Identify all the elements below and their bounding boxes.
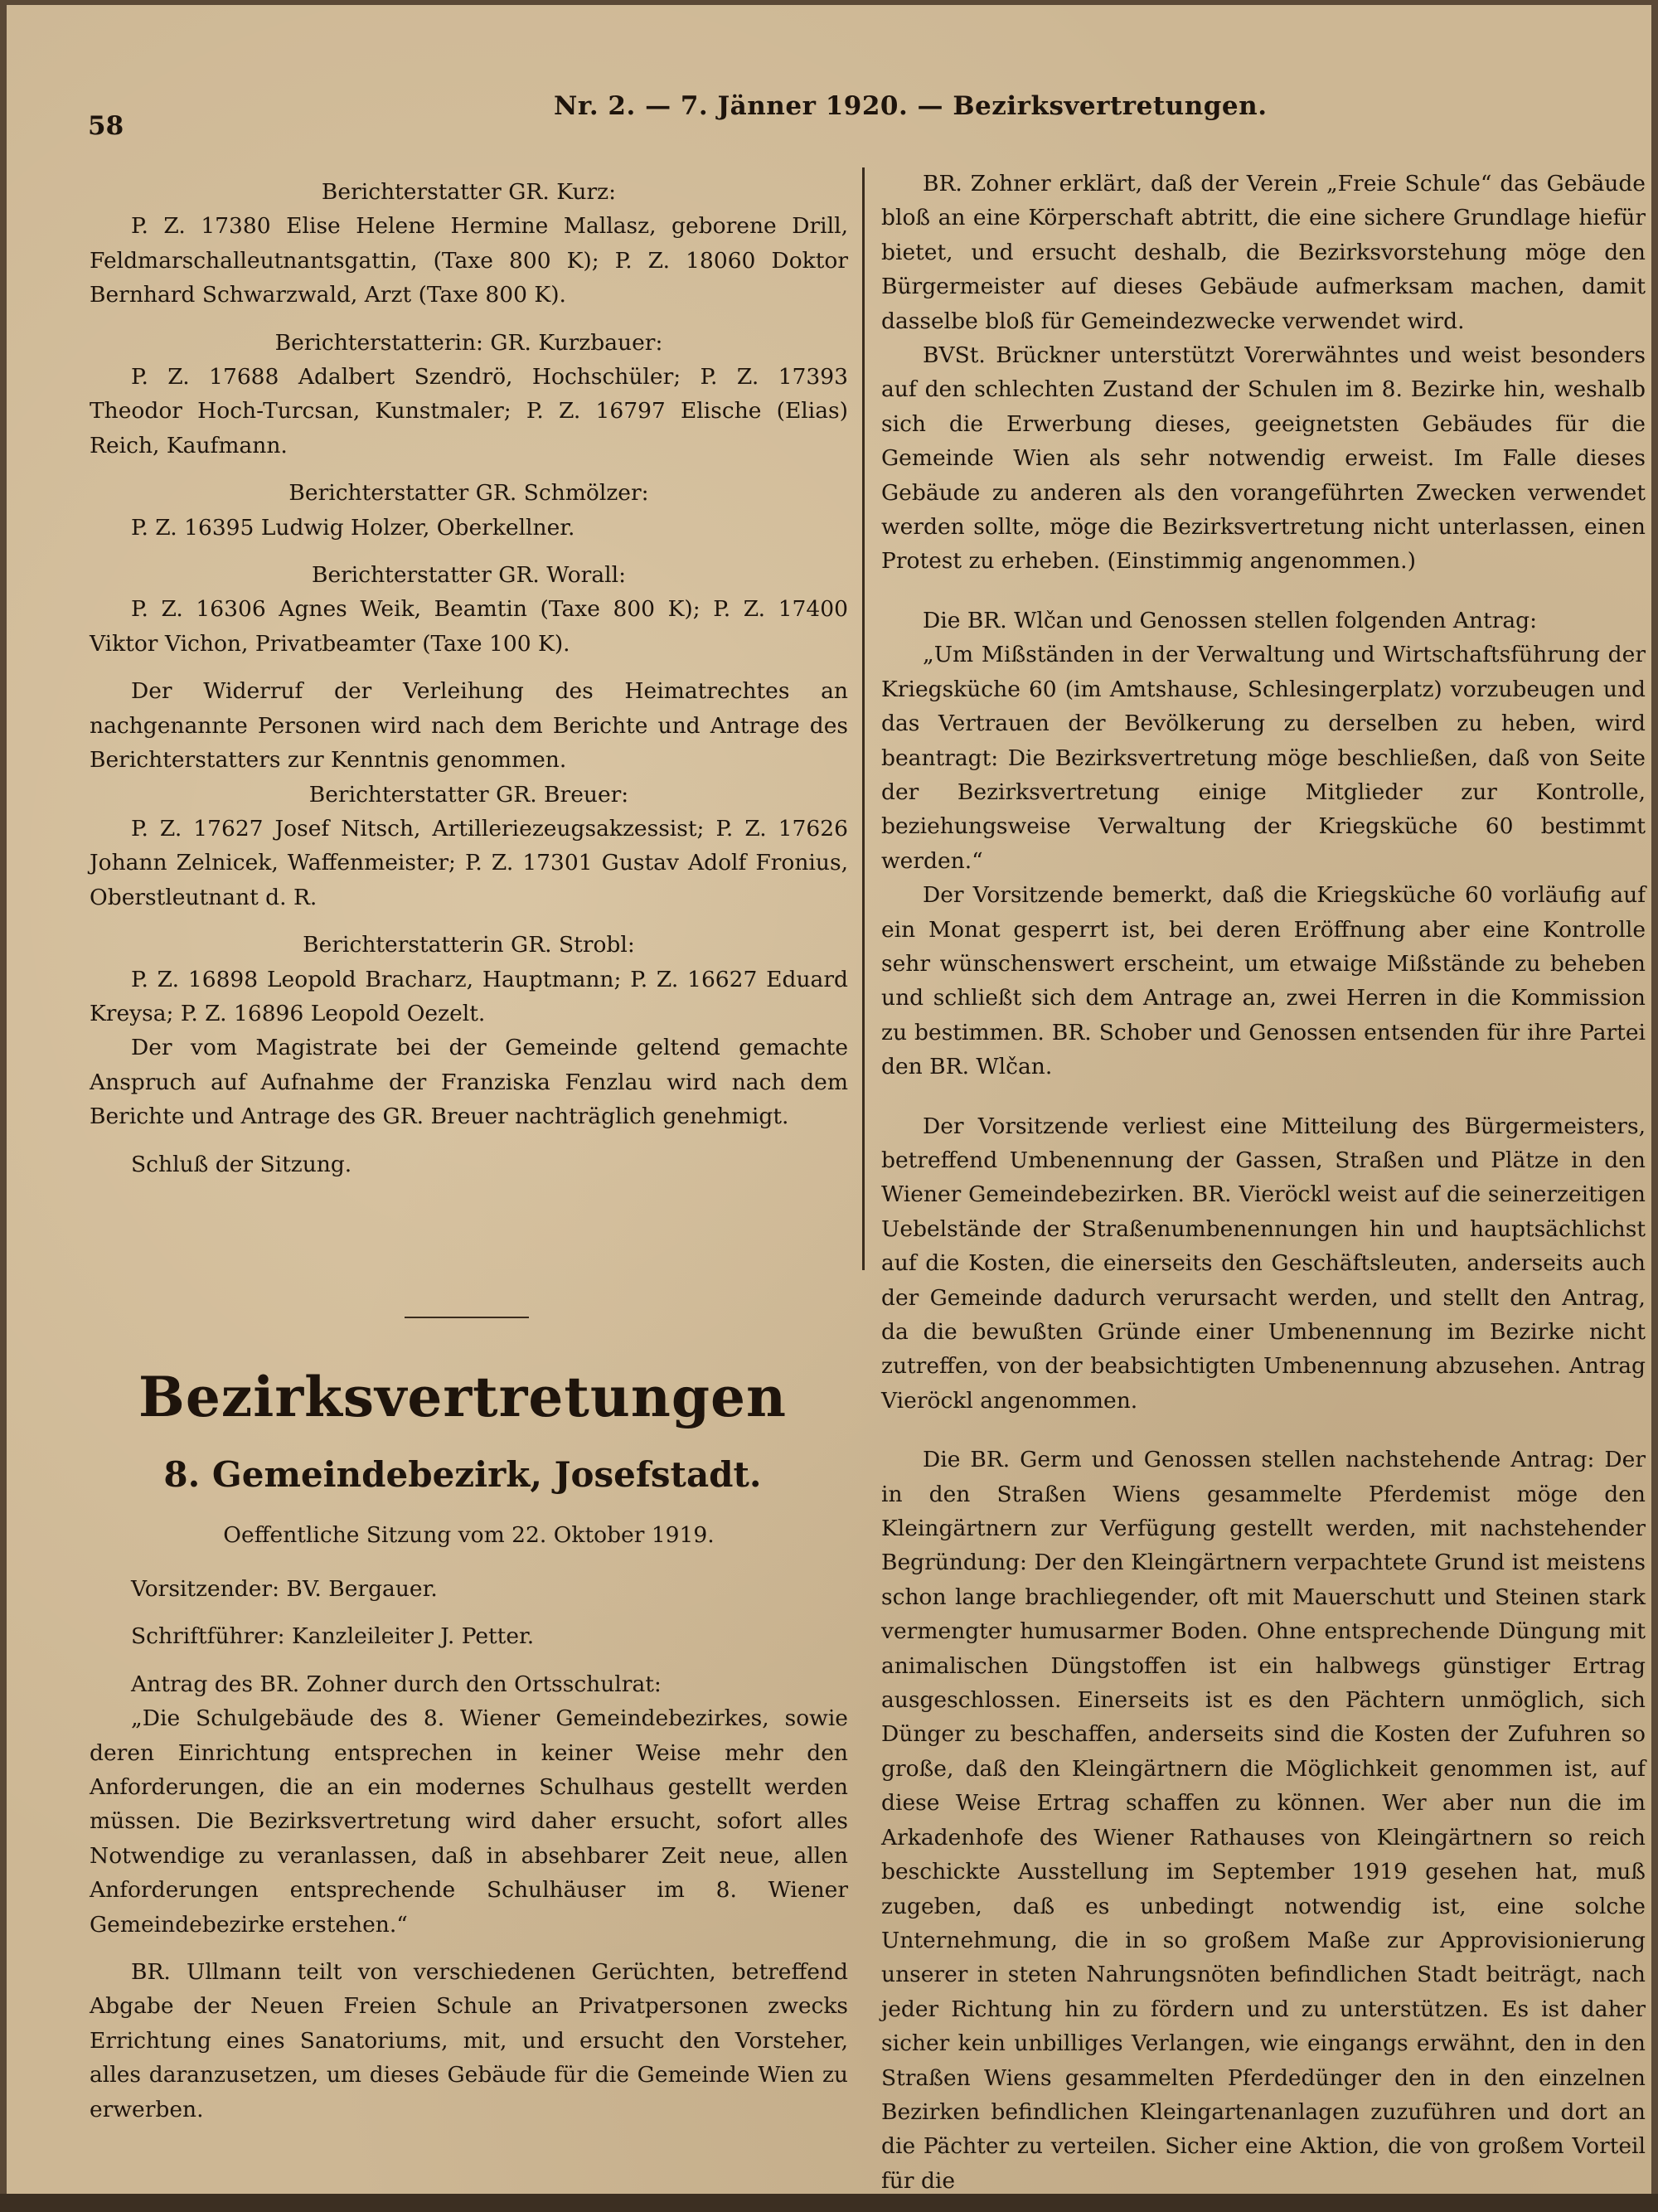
session-line: Oeffentliche Sitzung vom 22. Oktober 1919. (223, 1522, 715, 1548)
secretary-line: Schriftführer: Kanzleileiter J. Petter. (131, 1623, 535, 1650)
paragraph: P. Z. 17380 Elise Helene Hermine Mallasz, geborene Drill, Feldmarschalleutnantsgattin, (Taxe 800 K); P. Z. 18060 Doktor Bernhard Schwarzwald, Arzt (Taxe 800 K). (90, 213, 848, 308)
paragraph: P. Z. 17627 Josef Nitsch, Artilleriezeugsakzessist; P. Z. 17626 Johann Zelnicek, Waffenmeister; P. Z. 17301 Gustav Adolf Fronius, Oberstleutnant d. R. (90, 815, 848, 910)
scan-edge (0, 2194, 1658, 2212)
chair-line: Vorsitzender: BV. Bergauer. (131, 1576, 438, 1602)
paragraph: Der Vorsitzende bemerkt, daß die Kriegsküche 60 vorläufig auf ein Monat gesperrt ist, bei deren Eröffnung aber eine Kontrolle sehr wünschenswert erscheint, um etwaige Mißstände zu beheben und schließt sich dem Antrage an, zwei Herren in die Kommission zu bestimmen. BR. Schober und Genossen entsenden für ihre Partei den BR. Wlčan. (881, 882, 1646, 1080)
left-column (90, 175, 848, 1181)
paragraph: BVSt. Brückner unterstützt Vorerwähntes und weist besonders auf den schlechten Zustand der Schulen im 8. Bezirke hin, weshalb sich die Erwerbung dieses, geeignetsten Gebäudes für die Gemeinde Wien als sehr notwendig erweist. Im Falle dieses Gebäude zu anderen als den vorangeführten Zwecken verwendet werden sollte, möge die Bezirksvertretung nicht unterlassen, einen Protest zu erheben. (Einstimmig angenommen.) (881, 342, 1646, 575)
motion-quote: „Um Mißständen in der Verwaltung und Wirtschaftsführung der Kriegsküche 60 (im Amtshause, Schlesingerplatz) vorzubeugen und das Vertrauen der Bevölkerung zu derselben zu heben, wird beantragt: Die Bezirksvertretung möge beschließen, daß von Seite der Bezirksvertretung einige Mitglieder zur Kontrolle, beziehungsweise Verwaltung der Kriegsküche 60 bestimmt werden.“ (881, 642, 1646, 874)
reporter-heading: Berichterstatter GR. Worall: (311, 562, 627, 589)
paragraph: Der Widerruf der Verleihung des Heimatrechtes an nachgenannte Personen wird nach dem Berichte und Antrage des Berichterstatters zur Kenntnis genommen. (90, 678, 848, 774)
motion-intro: Die BR. Wlčan und Genossen stellen folgenden Antrag: (923, 607, 1538, 633)
paragraph: P. Z. 17688 Adalbert Szendrö, Hochschüler; P. Z. 17393 Theodor Hoch-Turcsan, Kunstmaler; P. Z. 16797 Elische (Elias) Reich, Kaufmann. (90, 364, 848, 458)
reporter-heading: Berichterstatterin GR. Strobl: (303, 932, 635, 958)
column-divider (862, 167, 865, 1270)
right-column (881, 167, 1646, 2198)
paragraph: P. Z. 16898 Leopold Bracharz, Hauptmann; P. Z. 16627 Eduard Kreysa; P. Z. 16896 Leopold Oezelt. (90, 966, 848, 1026)
motion-intro: Antrag des BR. Zohner durch den Ortsschulrat: (131, 1671, 662, 1697)
reporter-heading: Berichterstatterin: GR. Kurzbauer: (274, 329, 663, 356)
newspaper-page (7, 5, 1651, 2194)
paragraph: P. Z. 16395 Ludwig Holzer, Oberkellner. (131, 514, 575, 541)
paragraph: BR. Ullmann teilt von verschiedenen Gerüchten, betreffend Abgabe der Neuen Freien Schule an Privatpersonen zwecks Errichtung eines Sanatoriums, mit, und ersucht den Vorsteher, alles daranzusetzen, um dieses Gebäude für die Gemeinde Wien zu erwerben. (90, 1959, 848, 2122)
reporter-heading: Berichterstatter GR. Kurz: (321, 179, 617, 205)
paragraph: P. Z. 16306 Agnes Weik, Beamtin (Taxe 800 K); P. Z. 17400 Viktor Vichon, Privatbeamter (Taxe 100 K). (90, 596, 848, 657)
session-report (90, 1547, 848, 2127)
section-divider (405, 1317, 529, 1318)
closing-line: Schluß der Sitzung. (131, 1151, 352, 1177)
paragraph: BR. Zohner erklärt, daß der Verein „Freie Schule“ das Gebäude bloß an eine Körperschaft abtritt, die eine sichere Grundlage hiefür bietet, und ersucht deshalb, die Bezirksvorstehung möge den Bürgermeister auf dieses Gebäude aufmerksam machen, damit dasselbe bloß für Gemeindezwecke verwendet wird. (881, 171, 1646, 334)
reporter-heading: Berichterstatter GR. Schmölzer: (288, 480, 649, 507)
reporter-heading: Berichterstatter GR. Breuer: (308, 781, 629, 808)
district-heading: 8. Gemeindebezirk, Josefstadt. (163, 1454, 762, 1495)
running-header: Nr. 2. — 7. Jänner 1920. — Bezirksvertretungen. (554, 91, 1268, 121)
page-number: 58 (88, 111, 124, 141)
motion-quote: „Die Schulgebäude des 8. Wiener Gemeindebezirkes, sowie deren Einrichtung entsprechen in keiner Weise mehr den Anforderungen, die an ein modernes Schulhaus gestellt werden müssen. Die Bezirksvertretung wird daher ersucht, sofort alles Notwendige zu veranlassen, daß in absehbarer Zeit neue, allen Anforderungen entsprechende Schulhäuser im 8. Wiener Gemeindebezirke erstehen.“ (90, 1705, 848, 1938)
paragraph: Der vom Magistrate bei der Gemeinde geltend gemachte Anspruch auf Aufnahme der Franziska Fenzlau wird nach dem Berichte und Antrage des GR. Breuer nachträglich genehmigt. (90, 1035, 848, 1130)
paragraph: Der Vorsitzende verliest eine Mitteilung des Bürgermeisters, betreffend Umbenennung der Gassen, Straßen und Plätze in den Wiener Gemeindebezirken. BR. Vieröckl weist auf die seinerzeitigen Uebelstände der Straßenumbenennungen hin und hauptsächlichst auf die Kosten, die einerseits den Geschäftsleuten, anderseits auch der Gemeinde dadurch verursacht werden, und stellt den Antrag, da die bewußten Gründe einer Umbenennung im Bezirke nicht zutreffen, von der beabsichtigten Umbenennung abzusehen. Antrag Vieröckl angenommen. (881, 1113, 1646, 1414)
paragraph: Die BR. Germ und Genossen stellen nachstehende Antrag: Der in den Straßen Wiens gesammelte Pferdemist möge den Kleingärtnern zur Verfügung gestellt werden, mit nachstehender Begründung: Der den Kleingärtnern verpachtete Grund ist meistens schon lange brachliegender, oft mit Mauerschutt und Steinen stark vermengter humusarmer Boden. Ohne entsprechende Düngung mit animalischen Düngstoffen ist ein halbwegs günstiger Ertrag ausgeschlossen. Einerseits ist es den Pächtern unmöglich, sich Dünger zu beschaffen, anderseits sind die Kosten der Zufuhren so große, daß den Kleingärtnern die Möglichkeit genommen ist, auf diese Weise Ertrag schaffen zu können. Wer aber nun die im Arkadenhofe des Wiener Rathauses von Kleingärtnern so reich beschickte Ausstellung im September 1919 gesehen hat, muß zugeben, daß es unbedingt notwendig ist, eine solche Unternehmung, die in so großem Maße zur Approvisionierung unserer in steten Nahrungsnöten befindlichen Stadt beiträgt, nach jeder Richtung hin zu fördern und zu unterstützen. Es ist daher sicher kein unbilliges Verlangen, wie eingangs erwähnt, den in den Straßen Wiens gesammelten Pferdedünger den in den einzelnen Bezirken befindlichen Kleingartenanlagen zuzuführen und dort an die Pächter zu verteilen. Sicher eine Aktion, die von großem Vorteil für die (881, 1447, 1646, 2194)
section-title: Bezirksvertretungen (138, 1365, 787, 1429)
